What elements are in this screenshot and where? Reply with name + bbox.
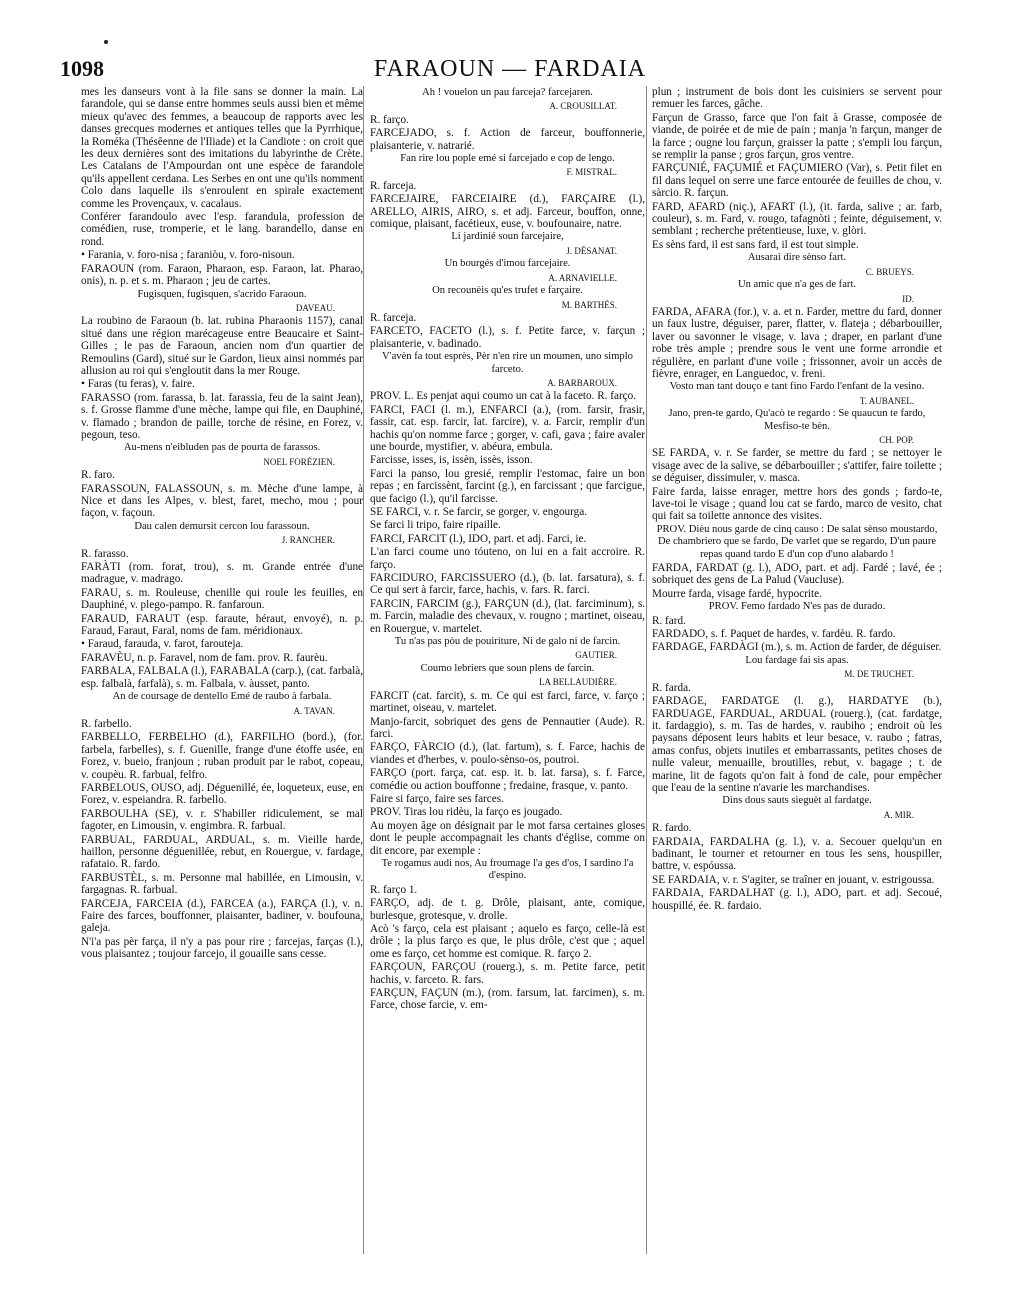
entry-text: FARCEJADO, s. f. Action de farceur, bouffonnerie, plaisanterie, v. natrarié. — [370, 127, 645, 152]
entry-text: Mourre farda, visage fardé, hypocrite. — [652, 587, 822, 600]
entry-text: FARCEJAIRE, FARCEIAIRE (d.), FARÇAIRE (l.), ARELLO, AIRIS, AIRO, s. et adj. Farceur, bouffon, onne, comique, plaisant, facétieux, euse, v. boufounaire, natre. — [370, 193, 645, 231]
column-divider — [363, 86, 364, 1254]
entry-text: FARCI, FARCIT (l.), IDO, part. et adj. Farci, ie. — [370, 532, 587, 545]
quotation: Au-mens n'eibluden pas de pourta de farassos. — [123, 442, 321, 454]
entry-text: PROV. L. Es penjat aqui coumo un cat à la faceto. R. farço. — [370, 390, 637, 403]
column-divider — [646, 86, 647, 1254]
entry-text: FARD, AFARD (niç.), AFART (l.), (it. farda, salive ; ar. farb, couleur), s. m. Fard, v. rougo, tafagnòti ; feinte, déguisement, v. semblant ; recherche prétentieuse, luxe, v. glòri. — [652, 200, 942, 238]
entry-text: FARCIN, FARCIM (g.), FARÇUN (d.), (lat. farciminum), s. m. Farcin, maladie des chevaux, v. rougno ; martinet, oiseau, en Rouergue, v. martelet. — [370, 597, 645, 635]
entry-text: FARDA, FARDAT (g. l.), ADO, part. et adj. Fardé ; lavé, ée ; sobriquet des gens de La Palud (Vaucluse). — [652, 562, 942, 587]
entry-text: FARASSOUN, FALASSOUN, s. m. Mèche d'une lampe, à Nice et dans les Alpes, v. blest, faret, mecho, mou ; pour façon, v. façoun. — [81, 482, 363, 520]
entry-text: FARBUAL, FARDUAL, ARDUAL, s. m. Vieille harde, haillon, personne déguenillée, rebut, en Rouergue, v. fardage, rafataio. R. fardo. — [81, 833, 363, 871]
page-header — [60, 56, 960, 86]
entry-text: mes les danseurs vont à la file sans se donner la main. La farandole, qui se danse entre hommes seuls aussi bien et même mieux qu'avec des femmes, a beaucoup de rapports avec les danses grecques modernes et antiques telles que la Pyrrhique, la Roméka (Thésêenne de l'Iliade) et la Candiote : on croit que les deux dernières sont des imitations du labyrinthe de Crète. Les Catalans de l'Ampourdan ont une espèce de farandole qu'ils appellent cerdana. Les Serbes en ont une qu'ils nomment Colo dans laquelle ils s'enroulent en spirale exactement comme les Provençaux, v. cacalaus. — [81, 86, 363, 210]
attribution: LA BELLAUDIÈRE. — [539, 677, 617, 688]
attribution: NOEL FORÉZIEN. — [263, 456, 335, 467]
entry-text: FARÇUN, FAÇUN (m.), (rom. farsum, lat. farcimen), s. m. Farce, chose farcie, v. em- — [370, 987, 645, 1012]
entry-text: FARAVÈU, n. p. Faravel, nom de fam. prov. R. faurèu. — [81, 651, 328, 664]
entry-text: FARÇO, FÀRCIO (d.), (lat. fartum), s. f. Farce, hachis de viandes et d'herbes, v. poulo-sènso-os, poutroi. — [370, 741, 645, 766]
entry-text: SE FARDAIA, v. r. S'agiter, se traîner en jouant, v. estrigoussa. — [652, 873, 935, 886]
quotation: Li jardinié soun farcejaire, — [451, 231, 564, 243]
quotation: Ah ! vouelon un pau farceja? farcejaren. — [422, 87, 593, 98]
entry-text: FARÇUNIÉ, FAÇUMIÉ et FAÇUMIERO (Var), s. Petit filet en fil dans lequel on serre une farce entourée de feuilles de chou, v. sàrcio. R. farçun. — [652, 162, 942, 200]
entry-text: Es sèns fard, il est sans fard, il est tout simple. — [652, 238, 859, 251]
column-right — [652, 86, 942, 1254]
entry-text: FARBUSTÈL, s. m. Personne mal habillée, en Limousin, v. fargagnas. R. farbual. — [81, 871, 363, 897]
quotation: PROV. Dièu nous garde de cinq causo : De salat sènso moustardo, De chambriero que se fardo, De varlet que se regardo, D'un paure repas quand tardo E d'un cop d'uno alabardo ! — [656, 523, 938, 560]
quotation: Coumo lebriers que soun plens de farcin. — [420, 662, 595, 674]
entry-text: R. farço 1. — [370, 883, 418, 896]
entry-text: R. farceja. — [370, 179, 417, 192]
entry-text: FARASSO (rom. farassa, b. lat. farassia, feu de la saint Jean), s. f. Grosse flamme d'une mèche, lampe qui file, en Dauphiné, v. flamado ; brandon de paille, torche de résine, en Forez, v. pegoun, teso. — [81, 391, 363, 441]
entry-text: La roubino de Faraoun (b. lat. rubina Pharaonis 1157), canal situé dans une région marécageuse entre Beaucaire et Saint-Gilles ; le pas de Faraoun, ancien nom d'un quartier de Remoulins (Gard), situé sur le Gardon, lieux ainsi nommés par allusion au roi qui s'engloutit dans la mer Rouge. — [81, 315, 363, 377]
entry-text: R. farceja. — [370, 311, 417, 324]
entry-text: FARDADO, s. f. Paquet de hardes, v. fardèu. R. fardo. — [652, 628, 896, 641]
entry-text: FARÇOUN, FARÇOU (rouerg.), s. m. Petite farce, petit hachis, v. farceto. R. fars. — [370, 961, 645, 986]
entry-text: R. farda. — [652, 681, 691, 694]
entry-text: Acò 's farço, cela est plaisant ; aquelo es farço, celle-là est drôle ; la plus farço es que, le plus drôle, c'est que ; aquel ome es farço, cet homme est comique. R. farço 2. — [370, 923, 645, 960]
entry-text: plun ; instrument de bois dont les cuisiniers se servent pour remuer les farces, gâche. — [652, 86, 942, 111]
attribution: ID. — [902, 293, 914, 304]
entry-text: FARCETO, FACETO (l.), s. f. Petite farce, v. farçun ; plaisanterie, v. badinado. — [370, 325, 645, 350]
attribution: C. BRUEYS. — [865, 266, 914, 277]
quotation: V'avèn fa tout esprès, Pèr n'en rire un moumen, uno simplo farceto. — [382, 351, 633, 375]
attribution: A. TAVAN. — [293, 705, 335, 716]
entry-text: Manjo-farcit, sobriquet des gens de Pennautier (Aude). R. farci. — [370, 715, 645, 740]
entry-text: FARAOUN (rom. Faraon, Pharaon, esp. Faraon, lat. Pharao, onis), n. p. et s. m. Pharaon ; jeu de cartes. — [81, 262, 363, 288]
entry-text: Faire si farço, faire ses farces. — [370, 792, 504, 805]
entry-text: SE FARDA, v. r. Se farder, se mettre du fard ; se nettoyer le visage avec de la salive, se débarbouiller ; s'attifer, faire toilette ; se déguiser, dissimuler, v. masca. — [652, 447, 942, 485]
entry-text: R. fardo. — [652, 822, 692, 835]
quotation: Dins dous sauts sieguèt al fardatge. — [722, 795, 872, 807]
page-number: 1098 — [60, 56, 104, 81]
entry-text: Au moyen âge on désignait par le mot farsa certaines gloses dont le peuple accompagnait les chants d'église, comme on dit encore, par exemple : — [370, 819, 645, 857]
entry-text: FARAU, s. m. Rouleuse, chenille qui roule les feuilles, en Dauphiné, v. plego-pampo. R. fanfaroun. — [81, 586, 363, 612]
entry-text: FARBELOUS, OUSO, adj. Déguenillé, ée, loqueteux, euse, en Forez, v. espeiandra. R. farbello. — [81, 781, 363, 807]
entry-text: PROV. Tiras lou ridèu, la farço es jougado. — [370, 806, 563, 819]
quotation: PROV. Femo fardado N'es pas de durado. — [708, 601, 886, 613]
entry-text: R. fard. — [652, 614, 686, 627]
entry-text: Farci la panso, lou gresié, remplir l'estomac, faire un bon repas ; en farcissènt, farcint (g.), en farcissant ; que farcigue, que facigo (l.), qu'il farcisse. — [370, 467, 645, 505]
entry-text: FARCIT (cat. farcit), s. m. Ce qui est farci, farce, v. farço ; martinet, oiseau, v. martelet. — [370, 689, 645, 715]
entry-text: FARCI, FACI (l. m.), ENFARCI (a.), (rom. farsir, frasir, fassir, cat. esp. farcir, lat. farcire), v. a. Farcir, remplir d'un hachis qu'on nomme farce ; gorger, v. cafi, gava ; faire avaler une bourde, mystifier, v. abéura, embula. — [370, 403, 645, 453]
entry-text: FARCEJA, FARCEIA (d.), FARCEA (a.), FARÇA (l.), v. n. Faire des farces, bouffonner, plaisanter, badiner, v. boufouna, galeja. — [81, 897, 363, 935]
column-middle — [370, 86, 645, 1254]
attribution: CH. POP. — [879, 434, 914, 445]
attribution: T. AUBANEL. — [859, 395, 914, 406]
attribution: DAVEAU. — [295, 302, 335, 313]
entry-text: FARÇO (port. farça, cat. esp. it. b. lat. farsa), s. f. Farce, comédie ou action bouffonne ; fredaine, frasque, v. panto. — [370, 767, 645, 792]
entry-text: • Faraud, farauda, v. farot, farouteja. — [81, 638, 244, 651]
attribution: J. DÉSANAT. — [566, 245, 617, 256]
entry-text: FARÇO, adj. de t. g. Drôle, plaisant, ante, comique, burlesque, grotesque, v. drolle. — [370, 897, 645, 922]
quotation: Un amic que n'a ges de fart. — [737, 279, 857, 291]
quotation: Vosto man tant douço e tant fino Fardo l'enfant de la vesino. — [669, 381, 925, 393]
quotation: An de coursage de dentello Emé de raubo à farbala. — [112, 691, 332, 703]
entry-text: L'an farci coume uno tóuteno, on lui en a fait accroire. R. farço. — [370, 546, 645, 571]
attribution: A. CROUSILLAT. — [549, 101, 617, 112]
quotation: Un bourgés d'imou farcejaire. — [444, 258, 571, 270]
entry-text: N'i'a pas pèr farça, il n'y a pas pour rire ; farcejas, farças (l.), vous plaisantez ; toujour farcejo, il gouaille sans cesse. — [81, 935, 363, 961]
entry-text: Farçun de Grasso, farce que l'on fait à Grasse, composée de viande, de poirée et de mie de pain ; manja 'n farçun, manger de la farce ; ougne lou farçun, graisser la patte ; s'empli lou farçun, se remplir la panse ; gros farçun, gros ventre. — [652, 111, 942, 162]
entry-text: FARBOULHA (SE), v. r. S'habiller ridiculement, se mal fagoter, en Limousin, v. engimbra. R. farbual. — [81, 807, 363, 833]
entry-text: R. farasso. — [81, 547, 129, 560]
quotation: Ausarai dire sènso fart. — [747, 252, 847, 264]
entry-text: Conférer farandoulo avec l'esp. farandula, profession de comédien, ruse, tromperie, et le lang. barandello, danse en rond. — [81, 211, 363, 248]
entry-text: FARDA, AFARA (for.), v. a. et n. Farder, mettre du fard, donner un faux lustre, déguiser, parer, flatter, v. flateja ; débarbouiller, laver ou savonner le visage, v. lava ; draper, en parlant d'une robe très ample ; prendre sous le vent une forme arrondie et régulière, en parlant d'une voile ; frissonner, avoir un accès de fièvre, enrager, en Languedoc, v. freni. — [652, 305, 942, 380]
entry-text: R. faro. — [81, 469, 115, 482]
entry-text: FARCIDURO, FARCISSUERO (d.), (b. lat. farsatura), s. f. Ce qui sert à farcir, farce, hachis, v. fars. R. farci. — [370, 572, 645, 597]
entry-text: Farcisse, isses, is, issèn, issès, isson. — [370, 454, 533, 467]
attribution: M. DE TRUCHET. — [844, 669, 914, 680]
entry-text: FARDAIA, FARDALHAT (g. l.), ADO, part. et adj. Secoué, houspillé, ée. R. fardaio. — [652, 887, 942, 912]
attribution: A. MIR. — [883, 809, 914, 820]
entry-text: FARÀTI (rom. forat, trou), s. m. Grande entrée d'une madrague, v. madrago. — [81, 561, 363, 586]
running-head: FARAOUN — FARDAIA — [373, 56, 647, 82]
entry-text: Se farci li tripo, faire ripaille. — [370, 519, 501, 532]
quotation: Fan rire lou pople emé si farcejado e cop de lengo. — [400, 153, 615, 165]
attribution: A. ARNAVIELLE. — [548, 272, 617, 283]
quotation: Tu n'as pas pòu de pouiriture, Ni de galo ni de farcin. — [394, 636, 621, 648]
attribution: GAUTIER. — [575, 650, 617, 661]
column-left — [81, 86, 363, 1254]
entry-text: FARDAGE, FARDÀGI (m.), s. m. Action de farder, de déguiser. — [652, 641, 942, 654]
entry-text: • Faras (tu feras), v. faire. — [81, 378, 195, 391]
entry-text: • Farania, v. foro-nisa ; faraniòu, v. foro-nisoun. — [81, 249, 295, 262]
entry-text: R. farbello. — [81, 717, 132, 730]
quotation: Te rogamus audi nos, Au froumage l'a ges d'os, I sardino l'a d'espino. — [381, 857, 634, 882]
ink-dot — [104, 40, 108, 44]
entry-text: FARAUD, FARAUT (esp. faraute, héraut, envoyé), n. p. Faraud, Faraut, Faral, noms de fam. méridionaux. — [81, 612, 363, 638]
entry-text: SE FARCI, v. r. Se farcir, se gorger, v. engourga. — [370, 506, 588, 518]
entry-text: Faire farda, laisse enrager, mettre hors des gonds ; fardo-te, lave-toi le visage ; quand lou cat se fardo, marco de vesito, chat qui fait sa toilette annonce des visites. — [652, 485, 942, 523]
quotation: On recounèis qu'es trufet e farçaire. — [432, 285, 583, 297]
entry-text: FARBELLO, FERBELHO (d.), FARFILHO (bord.), (for. farbela, farbelles), s. f. Guenille, frange d'une étoffe usée, en Forez, v. bueio, franjoun ; ruban produit par le rabot, copeau, v. coupèu. R. farbual, felfro. — [81, 731, 363, 781]
quotation: Jano, pren-te gardo, Qu'acò te regardo : Se quaucun te fardo, Mesfiso-te bèn. — [668, 408, 926, 432]
quotation: Fugisquen, fugisquen, s'acrido Faraoun. — [137, 288, 307, 300]
quotation: Lou fardage fai sis apas. — [745, 654, 849, 666]
entry-text: FARBALA, FALBALA (l.), FARABALA (carp.), (cat. farbalà, esp. falbalà, farfalà), s. m. Falbala, v. àusset, panto. — [81, 665, 363, 690]
entry-text: R. farço. — [370, 113, 409, 126]
attribution: J. RANCHER. — [281, 535, 335, 546]
entry-text: FARDAIA, FARDALHA (g. l.), v. a. Secouer quelqu'un en badinant, le tourner et retourner en tous les sens, houspiller, battre, v. espóussa. — [652, 835, 942, 873]
entry-text: FARDAGE, FARDATGE (l. g.), HARDATYE (b.), FARDUAGE, FARDUAL, ARDUAL (rouerg.), (cat. fardatge, it. fardaggio), s. m. Tas de hardes, v. raubiho ; endroit où les paysans déposent leurs habits et leur besace, v. raubo ; fatras, amas confus, objets inutiles et embarrassants, petites choses de nulle valeur, menuaille, broutilles, rebut, v. bagage ; t. de marine, lit de fagots qu'on fait à fond de cale, pour empêcher que l'eau de la sentine n'avarie les marchandises. — [652, 695, 942, 794]
quotation: Dau calen demursit cercon lou farassoun. — [134, 520, 310, 532]
attribution: A. BARBAROUX. — [547, 377, 617, 388]
attribution: M. BARTHÉS. — [561, 299, 617, 310]
attribution: F. MISTRAL. — [566, 167, 617, 178]
